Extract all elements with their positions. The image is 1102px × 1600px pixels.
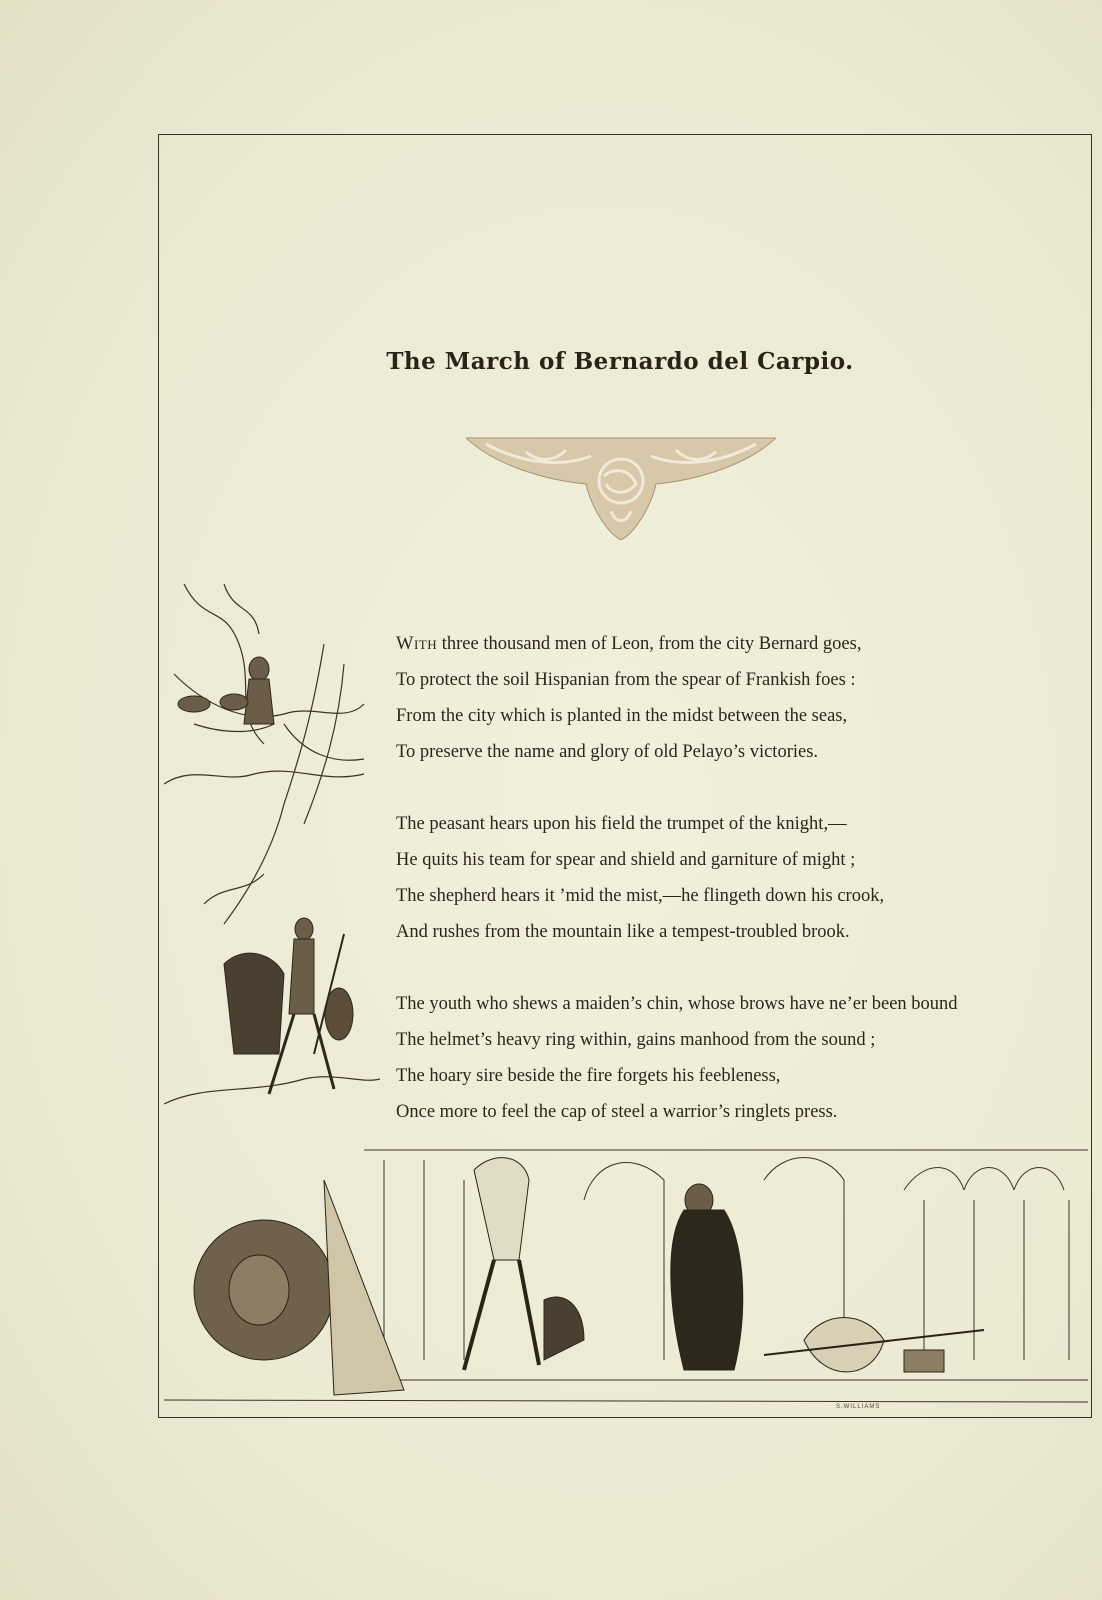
poem-line: The shepherd hears it ’mid the mist,—he flingeth down his crook, [396,886,885,906]
poem-body [396,626,1066,1166]
decorative-headpiece-ornament [466,436,776,540]
poem-line: He quits his team for spear and shield and garniture of might ; [396,850,856,870]
poem-line: To preserve the name and glory of old Pelayo’s victories. [396,742,819,762]
poem-line-text: three thousand men of Leon, from the city Bernard goes, [437,634,862,654]
poem-line: Once more to feel the cap of steel a warrior’s ringlets press. [396,1102,838,1122]
poem-stanza-2 [396,806,1066,950]
poem-stanza-1 [396,626,1066,770]
poem-line: And rushes from the mountain like a tempest-troubled brook. [396,922,850,942]
poem-line: The youth who shews a maiden’s chin, whose brows have ne’er been bound [396,994,958,1014]
drop-word: With [396,634,438,654]
poem-line [396,626,1066,662]
poem-line: The helmet’s heavy ring within, gains manhood from the sound ; [396,1030,876,1050]
poem-line: The peasant hears upon his field the trumpet of the knight,— [396,814,847,834]
poem-stanza-3 [396,986,1066,1130]
shepherd-and-peasant-illustration [164,584,380,1124]
armoury-hall-illustration [164,1140,1088,1414]
engraver-signature: S.WILLIAMS [836,1404,881,1410]
poem-line: The hoary sire beside the fire forgets his feebleness, [396,1066,781,1086]
poem-line: From the city which is planted in the midst between the seas, [396,706,848,726]
poem-line: To protect the soil Hispanian from the spear of Frankish foes : [396,670,856,690]
poem-title: The March of Bernardo del Carpio. [386,348,854,375]
